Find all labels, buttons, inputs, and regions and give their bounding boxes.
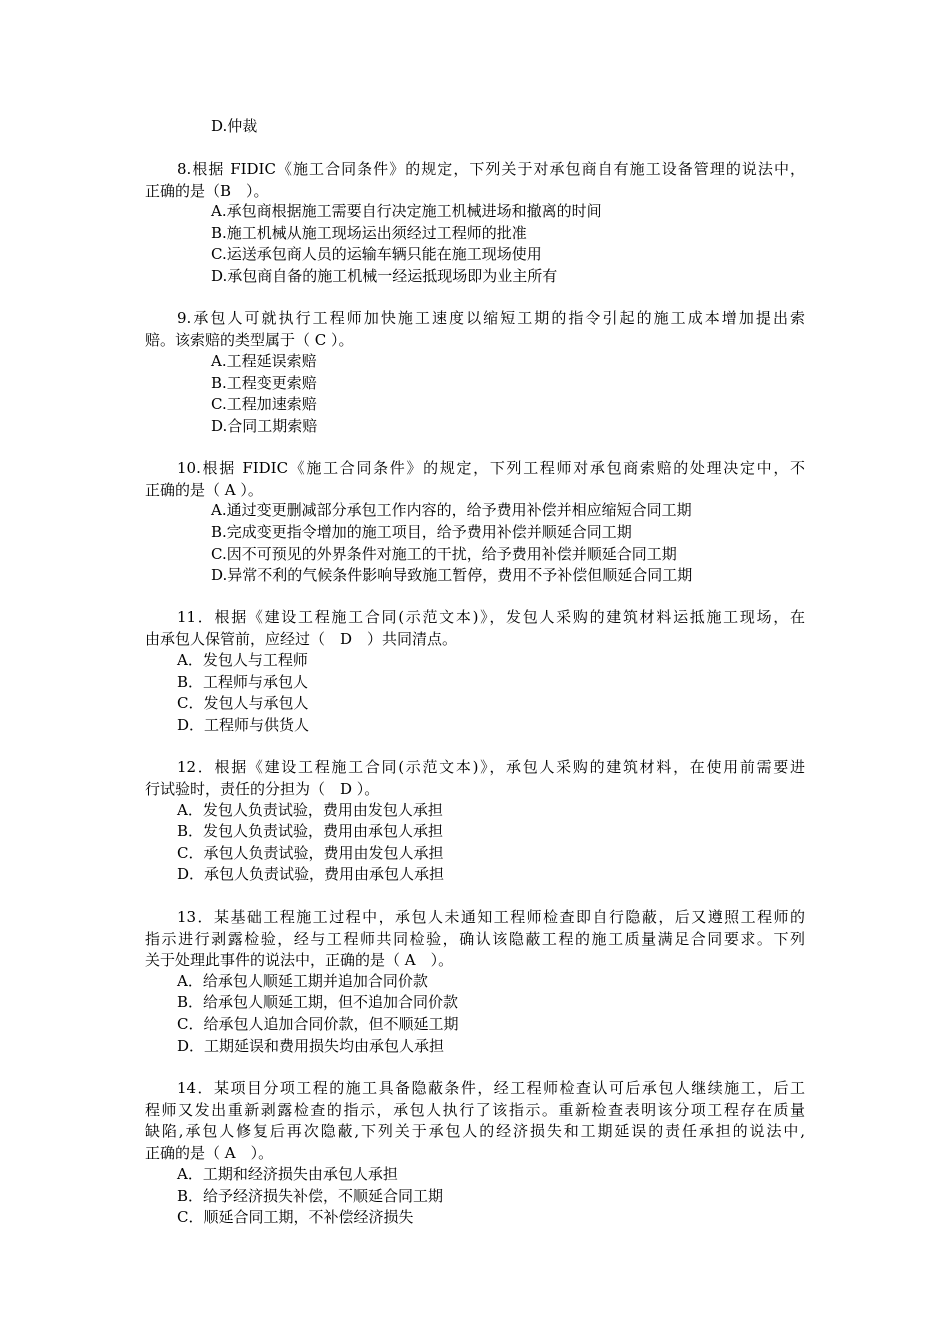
question-12-option-b: B．发包人负责试验，费用由承包人承担	[177, 822, 444, 840]
question-10-option-d: D.异常不利的气候条件影响导致施工暂停，费用不予补偿但顺延合同工期	[211, 566, 693, 584]
question-14-stem-cont: 程师又发出重新剥露检查的指示，承包人执行了该指示。重新检查表明该分项工程存在质量	[145, 1101, 805, 1119]
question-9-option-a: A.工程延误索赔	[211, 352, 317, 370]
question-8-option-c: C.运送承包商人员的运输车辆只能在施工现场使用	[211, 245, 542, 263]
question-8-option-d: D.承包商自备的施工机械一经运抵现场即为业主所有	[211, 267, 558, 285]
question-11-option-b: B．工程师与承包人	[177, 673, 309, 691]
question-10-option-b: B.完成变更指令增加的施工项目，给予费用补偿并顺延合同工期	[211, 523, 632, 541]
question-12-option-a: A．发包人负责试验，费用由发包人承担	[177, 801, 443, 819]
question-10-stem-cont: 正确的是（ A ）。	[145, 481, 263, 499]
question-12-stem-cont: 行试验时，责任的分担为（ D ）。	[145, 780, 380, 798]
question-13-option-c: C．给承包人追加合同价款，但不顺延工期	[177, 1015, 459, 1033]
question-11-option-c: C．发包人与承包人	[177, 694, 309, 712]
question-13-stem: 13．某基础工程施工过程中，承包人未通知工程师检查即自行隐蔽，后又遵照工程师的	[177, 908, 805, 926]
question-9-option-c: C.工程加速索赔	[211, 395, 317, 413]
question-13-option-d: D．工期延误和费用损失均由承包人承担	[177, 1037, 445, 1055]
question-13-option-b: B．给承包人顺延工期，但不追加合同价款	[177, 993, 459, 1011]
question-12-stem: 12．根据《建设工程施工合同(示范文本)》，承包人采购的建筑材料，在使用前需要进	[177, 758, 805, 776]
question-10-option-c: C.因不可预见的外界条件对施工的干扰，给予费用补偿并顺延合同工期	[211, 545, 677, 563]
question-9-stem: 9.承包人可就执行工程师加快施工速度以缩短工期的指令引起的施工成本增加提出索	[177, 309, 805, 327]
question-13-stem-cont: 关于处理此事件的说法中，正确的是（ A ）。	[145, 951, 454, 969]
question-10-option-a: A.通过变更删减部分承包工作内容的，给予费用补偿并相应缩短合同工期	[211, 501, 692, 519]
question-9-option-b: B.工程变更索赔	[211, 374, 317, 392]
question-13-stem-cont: 指示进行剥露检验，经与工程师共同检验，确认该隐蔽工程的施工质量满足合同要求。下列	[145, 930, 805, 948]
question-14-option-c: C．顺延合同工期，不补偿经济损失	[177, 1208, 414, 1226]
question-9-stem-cont: 赔。该索赔的类型属于（ C ）。	[145, 331, 354, 349]
question-14-stem-cont: 缺陷,承包人修复后再次隐蔽,下列关于承包人的经济损失和工期延误的责任承担的说法中,	[145, 1122, 805, 1140]
question-11-option-d: D．工程师与供货人	[177, 716, 310, 734]
question-14-option-a: A．工期和经济损失由承包人承担	[177, 1165, 398, 1183]
question-11-stem: 11．根据《建设工程施工合同(示范文本)》，发包人采购的建筑材料运抵施工现场，在	[177, 608, 805, 626]
question-14-stem: 14．某项目分项工程的施工具备隐蔽条件，经工程师检查认可后承包人继续施工，后工	[177, 1079, 805, 1097]
option-line: D.仲裁	[211, 117, 258, 135]
question-14-option-b: B．给予经济损失补偿，不顺延合同工期	[177, 1187, 444, 1205]
question-8-stem: 8.根据 FIDIC《施工合同条件》的规定，下列关于对承包商自有施工设备管理的说法中，	[177, 160, 805, 178]
question-12-option-c: C．承包人负责试验，费用由发包人承担	[177, 844, 444, 862]
question-8-stem-cont: 正确的是（B ）。	[145, 182, 269, 200]
question-11-option-a: A．发包人与工程师	[177, 651, 308, 669]
question-11-stem-cont: 由承包人保管前，应经过（ D ）共同清点。	[145, 630, 458, 648]
question-12-option-d: D．承包人负责试验，费用由承包人承担	[177, 865, 445, 883]
question-8-option-b: B.施工机械从施工现场运出须经过工程师的批准	[211, 224, 527, 242]
question-8-option-a: A.承包商根据施工需要自行决定施工机械进场和撤离的时间	[211, 202, 602, 220]
question-13-option-a: A．给承包人顺延工期并追加合同价款	[177, 972, 428, 990]
question-9-option-d: D.合同工期索赔	[211, 417, 318, 435]
question-10-stem: 10.根据 FIDIC《施工合同条件》的规定，下列工程师对承包商索赔的处理决定中，不	[177, 459, 805, 477]
question-14-stem-cont: 正确的是（ A ）。	[145, 1144, 274, 1162]
